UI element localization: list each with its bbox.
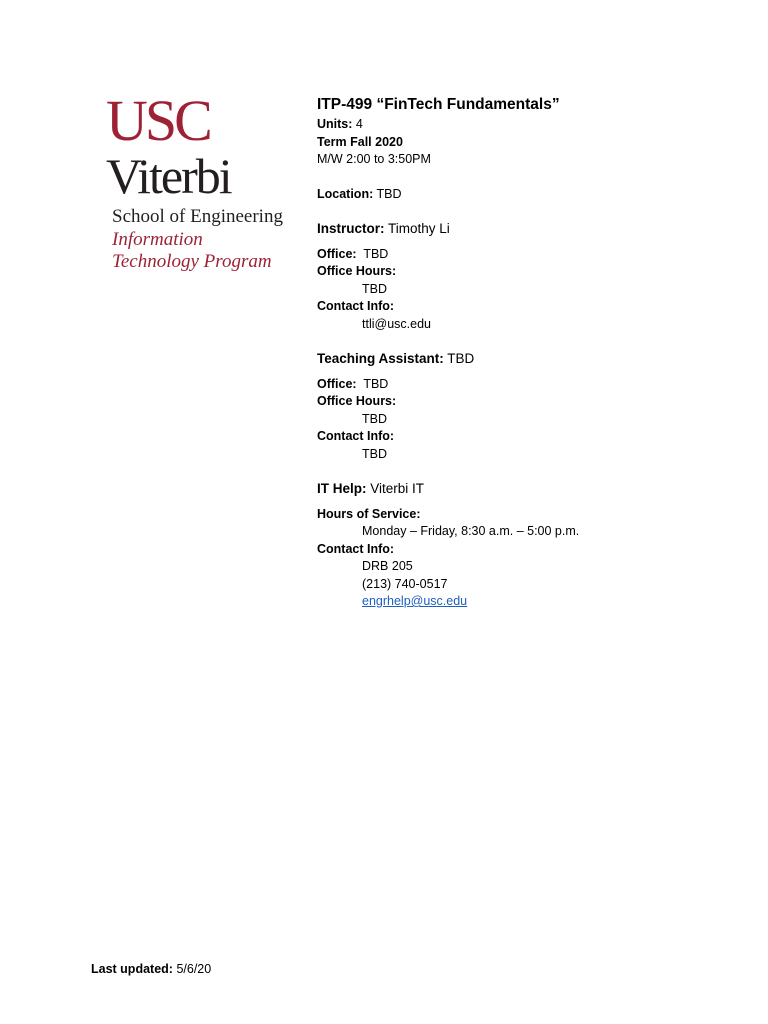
instructor-contact-value: ttli@usc.edu (362, 316, 431, 331)
ta-name: TBD (447, 351, 475, 366)
it-room: DRB 205 (362, 559, 413, 573)
instructor-office-value: TBD (363, 246, 389, 261)
logo-viterbi-text: Viterbi (106, 148, 231, 204)
logo-program-text: Technology Program (112, 251, 272, 272)
ta-contact-label: Contact Info: (317, 429, 395, 443)
it-email-link[interactable]: engrhelp@usc.edu (362, 594, 468, 608)
service-hours-label: Hours of Service: (317, 506, 421, 521)
ta-label: Teaching Assistant: (317, 351, 444, 366)
schedule-row: M/W 2:00 to 3:50PM (317, 152, 431, 166)
term-row: Term Fall 2020 (317, 134, 403, 149)
ta-office-value: TBD (363, 376, 389, 391)
ta-contact-value: TBD (362, 446, 387, 461)
it-help-name: Viterbi IT (370, 481, 425, 496)
logo-usc-text: USC (106, 88, 210, 153)
instructor-office-label: Office: (317, 246, 357, 261)
instructor-hours-value: TBD (362, 281, 387, 296)
location-value: TBD (376, 186, 402, 201)
service-hours-value: Monday – Friday, 8:30 a.m. – 5:00 p.m. (362, 524, 580, 538)
ta-hours-label: Office Hours: (317, 394, 397, 408)
logo-school-text: School of Engineering (112, 206, 283, 227)
logo-information-text: Information (112, 229, 203, 250)
instructor-contact-label: Contact Info: (317, 299, 395, 313)
instructor-hours-label: Office Hours: (317, 264, 397, 278)
units-label: Units: (317, 117, 353, 131)
it-help-label: IT Help: (317, 481, 367, 496)
location-row (317, 186, 747, 204)
it-phone: (213) 740-0517 (362, 576, 448, 591)
units-value: 4 (355, 117, 363, 131)
ta-office-row (317, 376, 747, 394)
ta-row (317, 350, 747, 368)
last-updated-label: Last updated: (91, 962, 173, 976)
syllabus-header (317, 95, 747, 611)
last-updated-date: 5/6/20 (176, 962, 212, 976)
ta-hours-value: TBD (362, 411, 387, 426)
instructor-office-row (317, 246, 747, 264)
usc-viterbi-logo (98, 88, 298, 282)
it-email-row (317, 593, 747, 611)
instructor-row (317, 220, 747, 238)
instructor-label: Instructor: (317, 221, 385, 236)
course-title: ITP-499 “FinTech Fundamentals” (317, 96, 560, 113)
it-contact-label: Contact Info: (317, 541, 395, 556)
ta-office-label: Office: (317, 376, 357, 391)
units-row (317, 116, 747, 134)
it-help-row (317, 480, 747, 498)
instructor-name: Timothy Li (388, 221, 450, 236)
location-label: Location: (317, 186, 374, 201)
last-updated (91, 961, 211, 978)
